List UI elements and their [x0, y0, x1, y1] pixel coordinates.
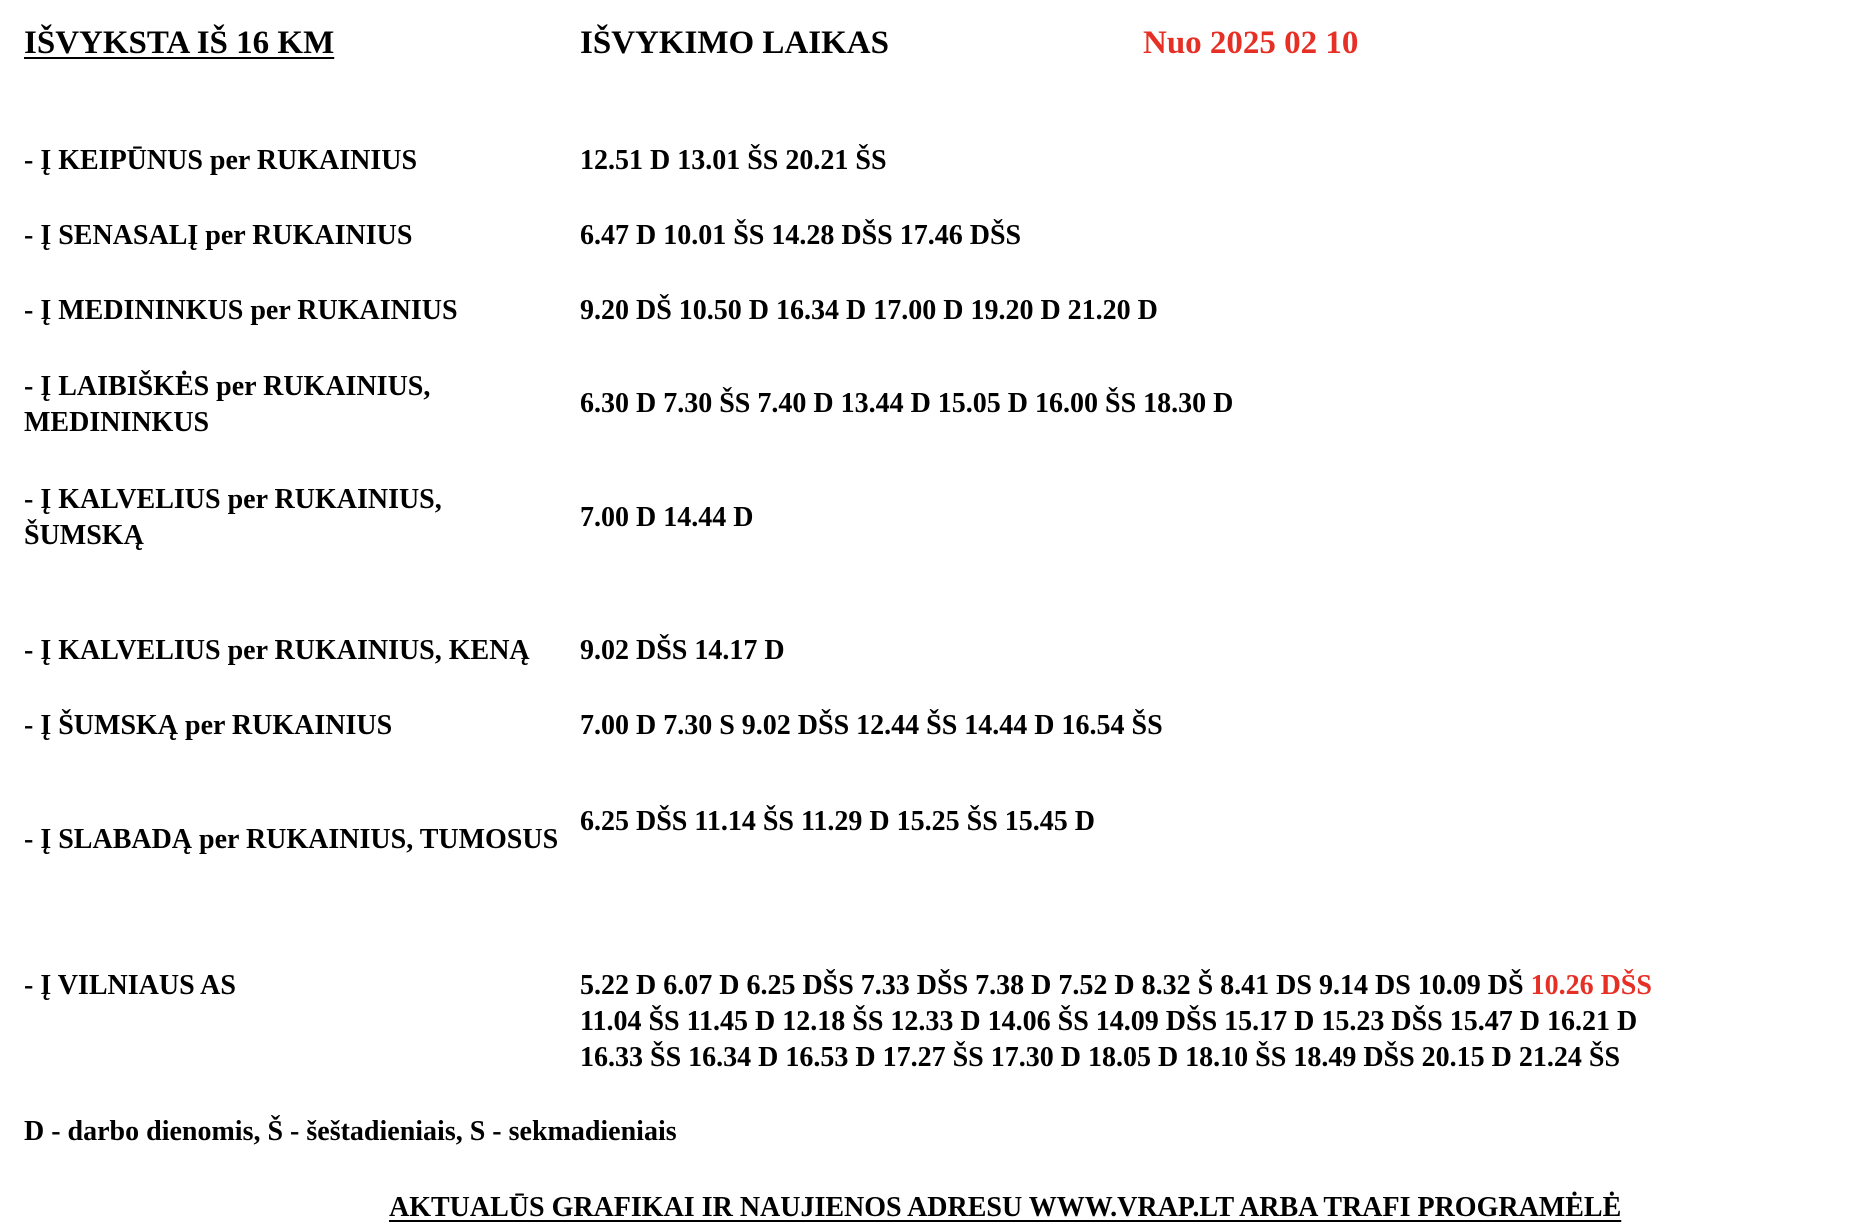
route-times: 6.47 D 10.01 ŠS 14.28 DŠS 17.46 DŠS — [580, 220, 1022, 251]
route-times: 6.30 D 7.30 ŠS 7.40 D 13.44 D 15.05 D 16.00 ŠS 18.30 D — [580, 388, 1234, 419]
footer-notice: AKTUALŪS GRAFIKAI IR NAUJIENOS ADRESU WWW.VRAP.LT ARBA TRAFI PROGRAMĖLĖ — [389, 1192, 1622, 1223]
route-destination: - Į KALVELIUS per RUKAINIUS, — [24, 484, 442, 515]
route-destination: - Į KALVELIUS per RUKAINIUS, KENĄ — [24, 635, 530, 666]
route-destination: - Į SLABADĄ per RUKAINIUS, TUMOSUS — [24, 824, 559, 855]
route-destination: - Į ŠUMSKĄ per RUKAINIUS — [24, 710, 393, 741]
route-times-continued: 11.04 ŠS 11.45 D 12.18 ŠS 12.33 D 14.06 ŠS 14.09 DŠS 15.17 D 15.23 DŠS 15.47 D 16.21 D — [580, 1006, 1638, 1037]
highlighted-departure-time: 10.26 DŠS — [1530, 970, 1652, 1001]
day-codes-legend: D - darbo dienomis, Š - šeštadieniais, S - sekmadieniais — [24, 1116, 677, 1147]
route-destination: - Į MEDININKUS per RUKAINIUS — [24, 295, 458, 326]
route-times: 7.00 D 7.30 S 9.02 DŠS 12.44 ŠS 14.44 D 16.54 ŠS — [580, 710, 1163, 741]
route-destination: - Į KEIPŪNUS per RUKAINIUS — [24, 145, 418, 176]
route-times: 6.25 DŠS 11.14 ŠS 11.29 D 15.25 ŠS 15.45 D — [580, 806, 1096, 837]
route-times: 7.00 D 14.44 D — [580, 502, 754, 533]
departs-from-heading: IŠVYKSTA IŠ 16 KM — [24, 25, 335, 61]
route-times — [580, 968, 1652, 1004]
departure-time-heading: IŠVYKIMO LAIKAS — [580, 25, 889, 61]
route-times: 9.20 DŠ 10.50 D 16.34 D 17.00 D 19.20 D 21.20 D — [580, 295, 1158, 326]
route-times: 9.02 DŠS 14.17 D — [580, 635, 785, 666]
route-times-continued: 16.33 ŠS 16.34 D 16.53 D 17.27 ŠS 17.30 D 18.05 D 18.10 ŠS 18.49 DŠS 20.15 D 21.24 ŠS — [580, 1042, 1621, 1073]
route-times: 12.51 D 13.01 ŠS 20.21 ŠS — [580, 145, 887, 176]
route-destination: - Į LAIBIŠKĖS per RUKAINIUS, — [24, 371, 431, 402]
route-times-segment: 5.22 D 6.07 D 6.25 DŠS 7.33 DŠS 7.38 D 7.52 D 8.32 Š 8.41 DS 9.14 DS 10.09 DŠ — [580, 970, 1524, 1001]
route-destination-continued: ŠUMSKĄ — [24, 520, 144, 551]
valid-from-date: Nuo 2025 02 10 — [1143, 25, 1359, 61]
route-destination: - Į VILNIAUS AS — [24, 970, 236, 1001]
route-destination-continued: MEDININKUS — [24, 407, 210, 438]
route-destination: - Į SENASALĮ per RUKAINIUS — [24, 220, 413, 251]
